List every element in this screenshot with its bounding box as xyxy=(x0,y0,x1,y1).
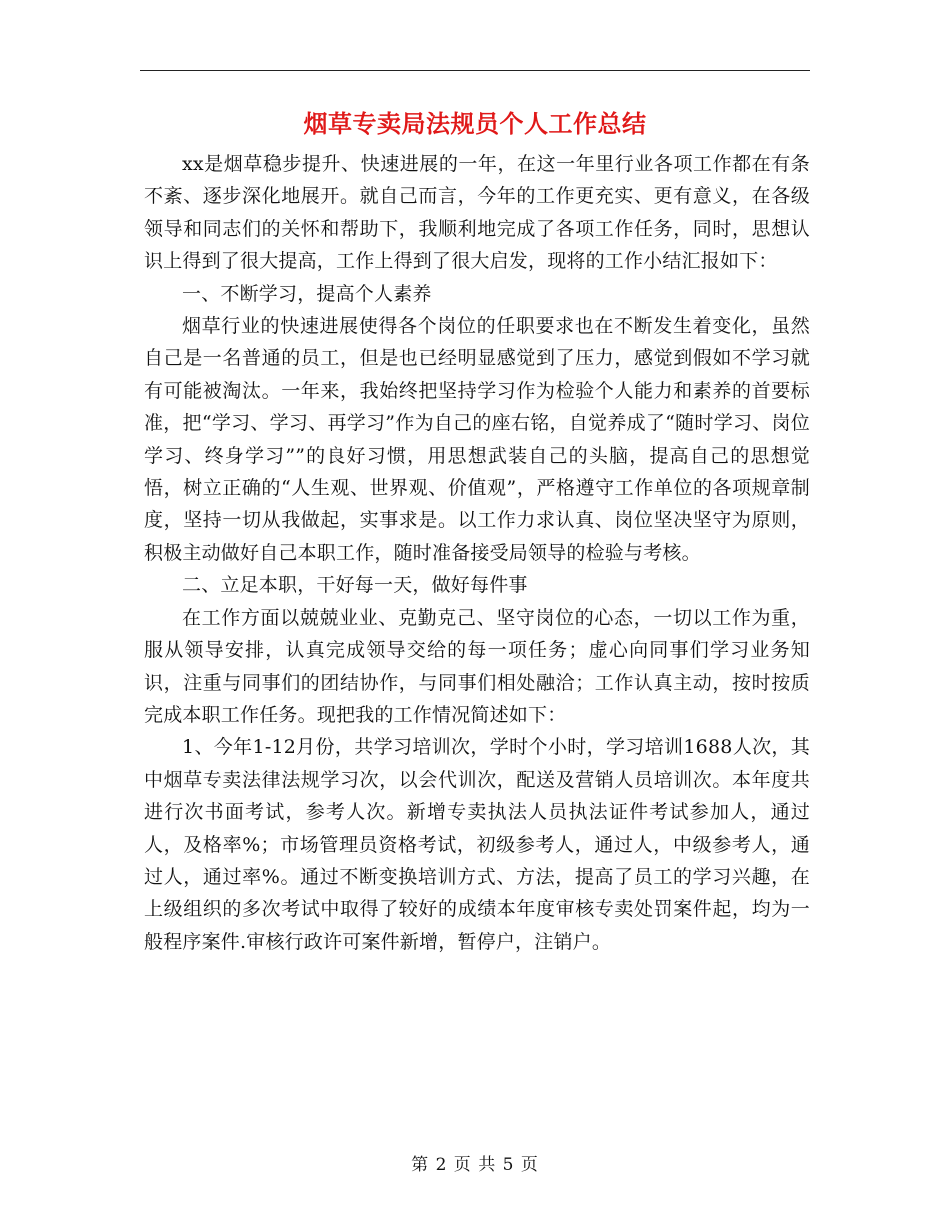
section-2-paragraph: 在工作方面以兢兢业业、克勤克己、坚守岗位的心态，一切以工作为重，服从领导安排，认真完成领导交给的每一项任务；虚心向同事们学习业务知识，注重与同事们的团结协作，与同事们相处融洽；工作认真主动，按时按质完成本职工作任务。现把我的工作情况简述如下： xyxy=(144,606,810,726)
section-2-item-1: 1、今年1-12月份，共学习培训次，学时个小时，学习培训1688人次，其中烟草专卖法律法规学习次，以会代训次，配送及营销人员培训次。本年度共进行次书面考试，参考人次。新增专卖执法人员执法证件考试参加人，通过人，及格率%；市场管理员资格考试，初级参考人，通过人，中级参考人，通过人，通过率%。通过不断变换培训方式、方法，提高了员工的学习兴趣，在上级组织的多次考试中取得了较好的成绩本年度审核专卖处罚案件起，均为一般程序案件.审核行政许可案件新增，暂停户，注销户。 xyxy=(144,736,810,953)
section-1-paragraph: 烟草行业的快速进展使得各个岗位的任职要求也在不断发生着变化，虽然自己是一名普通的员工，但是也已经明显感觉到了压力，感觉到假如不学习就有可能被淘汰。一年来，我始终把坚持学习作为检验个人能力和素养的首要标准，把“学习、学习、再学习”作为自己的座右铭，自觉养成了“随时学习、岗位学习、终身学习””的良好习惯，用思想武装自己的头脑，提高自己的思想觉悟，树立正确的“人生观、世界观、价值观”，严格遵守工作单位的各项规章制度，坚持一切从我做起，实事求是。以工作力求认真、岗位坚决坚守为原则，积极主动做好自己本职工作，随时准备接受局领导的检验与考核。 xyxy=(144,315,810,564)
document-body xyxy=(144,148,810,958)
section-heading-1: 一、不断学习，提高个人素养 xyxy=(182,282,432,305)
intro-paragraph: xx是烟草稳步提升、快速进展的一年，在这一年里行业各项工作都在有条不紊、逐步深化地展开。就自己而言，今年的工作更充实、更有意义，在各级领导和同志们的关怀和帮助下，我顺利地完成了各项工作任务，同时，思想认识上得到了很大提高，工作上得到了很大启发，现将的工作小结汇报如下： xyxy=(144,153,810,273)
section-heading-2: 二、立足本职，干好每一天，做好每件事 xyxy=(182,574,528,597)
page-number: 第 2 页 共 5 页 xyxy=(411,1155,539,1175)
document-title: 烟草专卖局法规员个人工作总结 xyxy=(303,109,647,138)
header-rule xyxy=(140,70,810,71)
